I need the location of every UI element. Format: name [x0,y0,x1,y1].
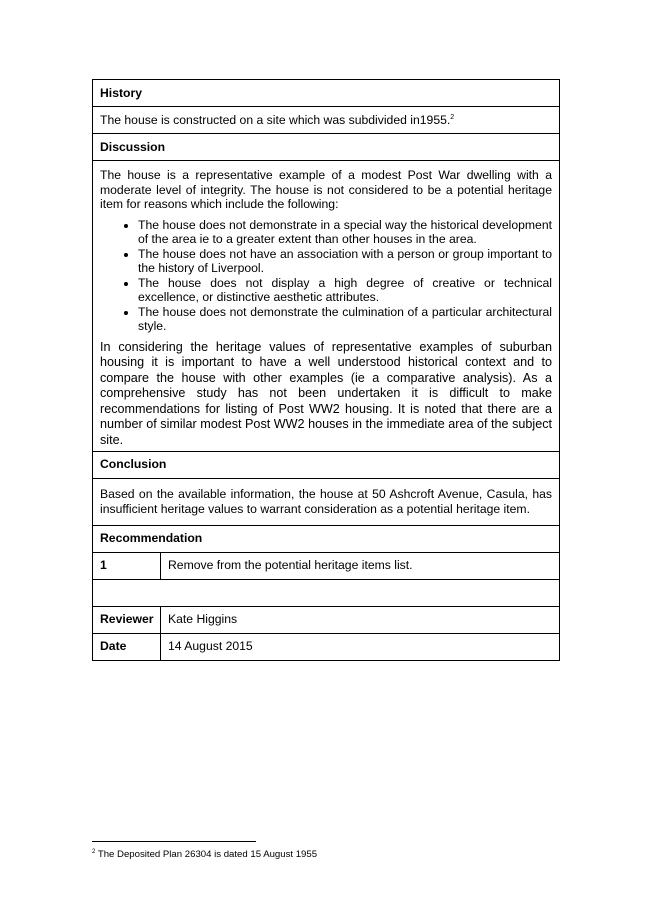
discussion-bullet: • The house does not demonstrate the culmination of a particular architectural style. [138,305,552,334]
discussion-bullet: • The house does not have an association with a person or group important to the history of Liverpool. [138,247,552,276]
discussion-intro: The house is a representative example of a modest Post War dwelling with a moderate level of integrity. The house is not considered to be a potential heritage item for reasons which include the following: [100,168,552,211]
conclusion-heading: Conclusion [93,451,560,478]
reviewer-label: Reviewer [93,606,161,633]
recommendation-heading: Recommendation [93,525,560,552]
discussion-bullet: • The house does not display a high degree of creative or technical excellence, or distinctive aesthetic attributes. [138,276,552,305]
date-value: 14 August 2015 [161,633,560,660]
conclusion-heading-row [93,451,560,478]
discussion-heading-row [93,134,560,161]
discussion-bullet: • The house does not demonstrate in a special way the historical development of the area ie to a greater extent than other houses in the area. [138,218,552,247]
empty-cell [93,579,560,606]
discussion-body-row [93,161,560,452]
history-text: The house is constructed on a site which was subdivided in1955. [100,112,451,127]
recommendation-heading-row [93,525,560,552]
reviewer-value: Kate Higgins [161,606,560,633]
recommendation-number: 1 [93,552,161,579]
recommendation-text: Remove from the potential heritage items list. [161,552,560,579]
date-label: Date [93,633,161,660]
footnote-text: The Deposited Plan 26304 is dated 15 August 1955 [97,849,318,860]
footnote-separator [92,841,256,842]
history-heading: History [93,80,560,107]
date-row [93,633,560,660]
discussion-bullet-list [100,218,552,334]
history-text-cell [93,107,560,134]
history-text-row [93,107,560,134]
conclusion-text: Based on the available information, the house at 50 Ashcroft Avenue, Casula, has insufficient heritage values to warrant consideration as a potential heritage item. [93,478,560,525]
recommendation-item-row [93,552,560,579]
footnote [92,849,317,860]
reviewer-row [93,606,560,633]
empty-row [93,579,560,606]
discussion-heading: Discussion [93,134,560,161]
conclusion-text-row [93,478,560,525]
discussion-body [93,161,560,452]
discussion-closing: In considering the heritage values of representative examples of suburban housing it is important to have a well understood historical context and to compare the house with other examples (ie a comparative analysis). As a comprehensive study has not been undertaken it is difficult to make recommendations for listing of Post WW2 housing. It is noted that there are a number of similar modest Post WW2 houses in the immediate area of the subject site. [100,339,552,448]
heritage-assessment-table [92,79,560,661]
history-footnote-ref[interactable]: 2 [450,113,455,121]
footnote-number: 2 [92,848,96,855]
history-heading-row [93,80,560,107]
